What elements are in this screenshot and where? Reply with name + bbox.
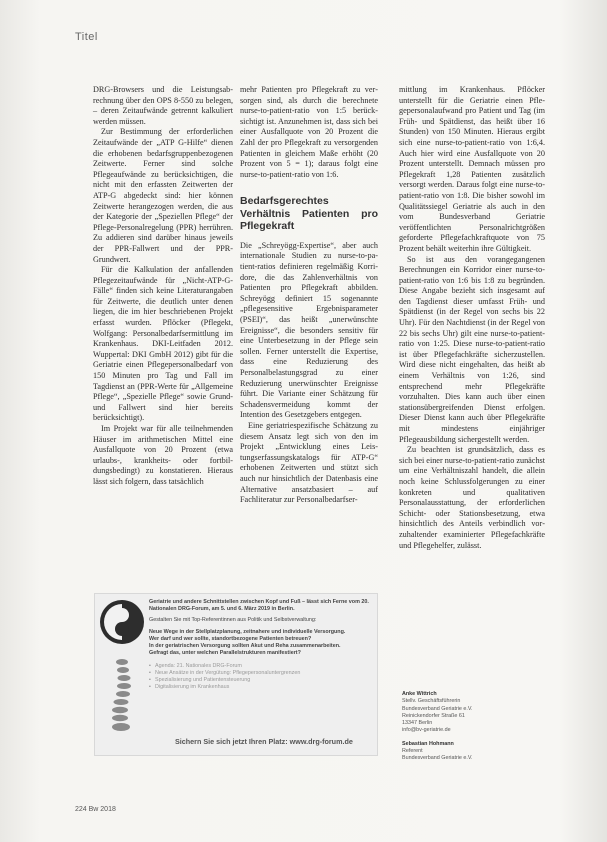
ad-topic: In der geriatrischen Versorgung sollten Akut und Reha zusammenarbeiten. <box>149 643 341 649</box>
list-item: ▪ Agenda: 21. Nationales DRG-Forum <box>149 663 373 670</box>
author-line: Bundesverband Geriatrie e.V. <box>402 755 473 762</box>
ad-bullet-list <box>149 663 373 691</box>
paragraph: Für die Kalkulation der anfallenden Pflegezeitaufwände für „Nicht-ATP-G-Fälle“ finden sich keine Literaturangaben für Zeitwerte, die deutlich unter denen liegen, die im hier beschriebenen Projekt erfasst wurden. Pflöcker (Pflegekt, Wolfgang: Personalbedarfsermittlung im Krankenhaus. DKI-Leitfaden 2012. Wuppertal: DKI GmbH 2012) gibt für die Geriatrie einen Pflegepersonalbedarf von 150 Minuten pro Tag und Fall im Tagdienst an (PPR-Werte für „Allgemeine Pflege“, „Spezielle Pflege“ sowie Grund- und Fallwert sind hier bereits berücksichtigt). <box>93 265 233 423</box>
author-name: Anke Wittrich <box>402 691 437 697</box>
author-info <box>402 691 542 763</box>
ad-headline: Geriatrie und andere Schnittstellen zwischen Kopf und Fuß – lässt sich Ferne vom 20. Nationalen DRG-Forum, am 5. und 6. März 2019 in Berlin. <box>149 599 369 612</box>
paragraph: Zu beachten ist grundsätzlich, dass es sich bei einer nurse-to-patient-ratio zunächst um eine Verhältniszahl handelt, die allein noch keine Schlussfolgerungen zu einer konkreten und qualitativen Personalausstattung, der erforderlichen Schicht- oder Stationsbesetzung, etwa hinsichtlich des Anteils verbindlich vorzuhaltender examinierter Pflegefachkräfte und Pflegehelfer, zulässt. <box>399 445 545 550</box>
ad-cta-link[interactable]: Sichern Sie sich jetzt Ihren Platz: www.drg-forum.de <box>175 737 353 746</box>
paragraph: mittlung im Krankenhaus. Pflöcker unterstellt für die Geriatrie einen Pflegepersonalaufwand pro Patient und Tag (im Früh- und Spätdienst, das heißt über 16 Stunden) von 150 Minuten. Hieraus ergibt sich eine nurse-to-patient-ratio von 1:6,4. Auch hier wird eine Ausfallquote von 20 Prozent unterstellt. Demnach müssen pro Pflegekraft 1,28 Patienten zusätzlich versorgt werden. Daraus folgt eine nurse-to-patient-ratio von 1:8. Die bisher sowohl im Qualitätssiegel Geriatrie als auch in den vom Bundesverband Geriatrie veröffentlichten Personalrichtgrößen geforderte Pflegefachkraftquote von 75 Prozent behält weiterhin ihre Gültigkeit. <box>399 85 545 253</box>
page-number: 224 Bw 2018 <box>75 806 116 813</box>
spine-icon <box>107 656 137 738</box>
ad-topic: Wer darf und wer sollte, standortbezogene Patienten betreuen? <box>149 636 312 642</box>
paragraph: Zur Bestimmung der erforderlichen Zeitaufwände der „ATP G-Hilfe“ dienen die erhobenen bedarfsgruppenbezogenen Zeitwerte. Ferner sind solche Pflegeaufwände zu berücksichtigen, die nicht mit den erfassten Zeitwerten der ATP-G abgedeckt sind: hier können Zeitwerte herangezogen werden, die aus der Kategorie der „Speziellen Pflege“ der Pflege-Personalregelung (PPR) herrühren. Zu addieren sind darüber hinaus jeweils der PPR-Fallwert und der PPR-Grundwert. <box>93 127 233 264</box>
paragraph: So ist aus den vorangegangenen Berechnungen ein Korridor einer nurse-to-patient-ratio von 1:6 bis 1:8 zu begründen. Diese Angabe bezieht sich insgesamt auf den Tagdienst dieser umfasst Früh- und Spätdienst (in der Regel von sechs bis 22 Uhr). Für den Nachtdienst (in der Regel von 22 bis sechs Uhr) gilt eine nurse-to-patient-ratio von 1:25. Diese nurse-to-patient-ratio ist über Pflegefachkräfte sicherzustellen. Wird diese nicht eingehalten, das heißt ab einem Verhältnis von 1:26, sind entsprechend mehr Pflegekräfte vorzuhalten. Dies kann auch über einen stationsübergreifenden Dienst erfolgen. Dieser Dienst kann auch über Pflegekräfte mit mindestens einjähriger Pflegeausbildung sichergestellt werden. <box>399 254 545 444</box>
author-email[interactable]: info@bv-geriatrie.de <box>402 727 451 734</box>
list-item: ▪ Neue Ansätze in der Vergütung: Pflegepersonaluntergrenzen <box>149 670 373 677</box>
paragraph: DRG-Browsers und die Leistungsabrechnung über den OPS 8-550 zu belegen, – deren Zeitaufwände getrennt kalkuliert werden müssen. <box>93 85 233 126</box>
paragraph: Die „Schreyögg-Expertise“, aber auch internationale Studien zu nurse-to-patient-ratios definieren regelmäßig Korridore, die das Zahlenverhältnis von Patienten pro Pflegekraft abbilden. Schreyögg definiert 15 sogenannte „pflegesensitive Ergebnisparameter (PSEI)“, das heißt „unerwünschte Ereignisse“, die besonders sensitiv für eine Unterbesetzung in der Pflege sein sollen. Ferner unterstellt die Expertise, dass eine Reduzierung des Personalbelastungsgrad zu einer Reduzierung unerwünschter Ereignisse führt. Die Variante einer Schätzung für Schadensvermeidung kommt der Intention des Gesetzgebers entgegen. <box>240 240 378 420</box>
section-heading: Bedarfsgerechtes Verhältnis Patienten pro Pflegekraft <box>240 195 378 233</box>
author-line: Bundesverband Geriatrie e.V. <box>402 705 473 712</box>
author-line: Referent <box>402 748 423 755</box>
list-item: ▪ Digitalisierung im Krankenhaus <box>149 684 373 691</box>
paragraph: Eine geriatriespezifische Schätzung zu diesem Ansatz legt sich von den im Projekt „Entwicklung eines Leistungserfassungskatalogs für ATP-G“ erhobenen Zeitwerten und stützt sich auch nur hinsichtlich der Datenbasis eine Alternative ansatzbasiert – auf Fachliteratur zur Personalbedarfser- <box>240 420 378 505</box>
author-name: Sebastian Hohmann <box>402 740 454 747</box>
text-column-2 <box>240 85 378 506</box>
advertisement-text <box>149 599 373 691</box>
author-line: Stellv. Geschäftsführerin <box>402 698 461 705</box>
list-item: ▪ Spezialisierung und Patientensteuerung <box>149 677 373 684</box>
running-head: Titel <box>75 31 98 43</box>
paragraph: Im Projekt war für alle teilnehmenden Häuser im arithmetischen Mittel eine Ausfallquote von 20 Prozent (etwa urlaubs-, krankheits- oder fortbildungsbedingt) zu konstatieren. Hieraus lässt sich folgern, dass tatsächlich <box>93 424 233 486</box>
ad-topic: Neue Wege in der Stellplatzplanung, zeitnahere und individuelle Versorgung. <box>149 629 346 635</box>
ad-topic: Gefragt das, unter welchen Parallelstrukturen manifestiert? <box>149 650 301 656</box>
paragraph: mehr Patienten pro Pflegekraft zu versorgen sind, als durch die berechnete nurse-to-patient-ratio von 1:5 berücksichtigt ist. Anzunehmen ist, dass sich bei einer Ausfallquote von 20 Prozent die Zahl der pro Pflegekraft zu versorgenden Patienten in gleichem Maße erhöht (20 Prozent von 5 = 1); daraus folgt eine nurse-to-patient-ratio von 1:6. <box>240 85 378 179</box>
advertisement-box[interactable] <box>94 593 378 756</box>
text-column-1 <box>93 85 233 488</box>
text-column-3 <box>399 85 545 551</box>
yin-yang-icon <box>100 600 144 644</box>
ad-subline: Gestalten Sie mit Top-Referentinnen aus Politik und Selbstverwaltung: <box>149 617 317 623</box>
author-line: 13347 Berlin <box>402 720 433 727</box>
author-line: Reinickendorfer Straße 61 <box>402 712 465 719</box>
